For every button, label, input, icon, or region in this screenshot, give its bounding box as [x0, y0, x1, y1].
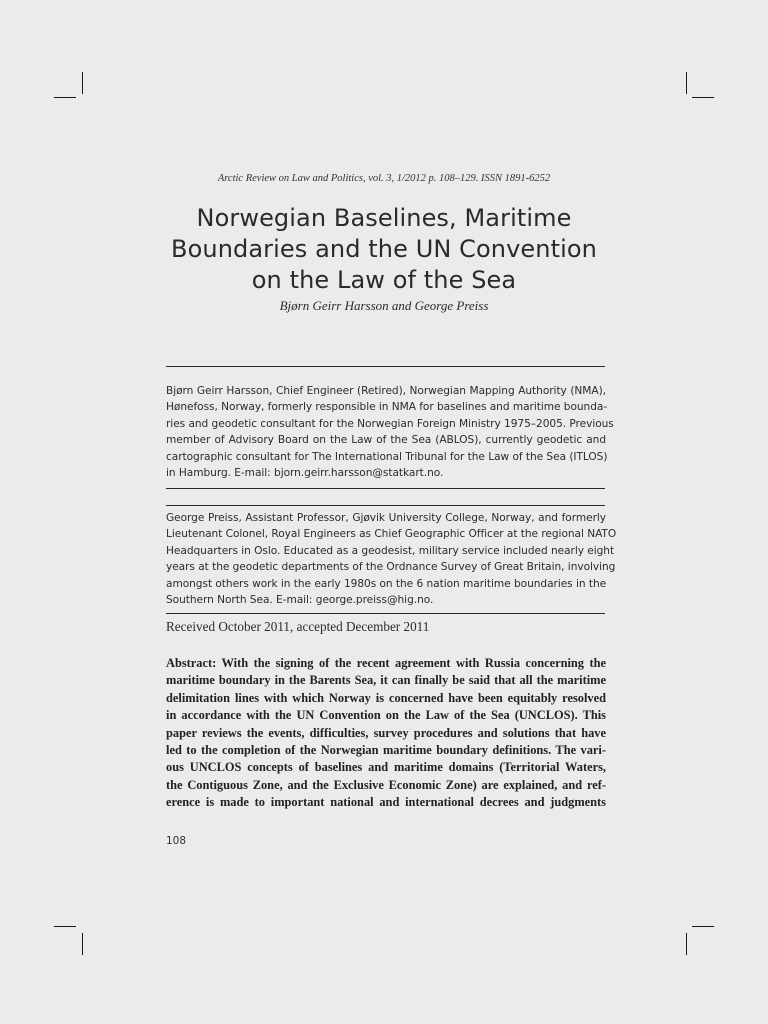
- author-bio-preiss: [166, 510, 617, 608]
- abstract: [166, 655, 606, 812]
- journal-citation: Arctic Review on Law and Politics, vol. 3, 1/2012 p. 108–129. ISSN 1891-6252: [217, 173, 551, 184]
- author-line: Bjørn Geirr Harsson and George Preiss: [279, 298, 489, 313]
- abstract-line: maritime boundary in the Barents Sea, it can finally be said that all the maritime: [166, 673, 606, 688]
- abstract-line: Abstract: With the signing of the recent agreement with Russia concerning the: [166, 656, 606, 670]
- page-number: 108: [166, 835, 187, 847]
- bio-line: ries and geodetic consultant for the Norwegian Foreign Ministry 1975–2005. Previous: [166, 417, 614, 430]
- abstract-line: erence is made to important national and international decrees and judgments: [166, 795, 606, 810]
- crop-mark: [686, 933, 687, 955]
- abstract-line: led to the completion of the Norwegian maritime boundary definitions. The vari-: [166, 743, 606, 758]
- crop-mark: [54, 926, 76, 927]
- author-bio-harsson: [166, 383, 614, 481]
- divider: [166, 366, 605, 367]
- bio-line: cartographic consultant for The International Tribunal for the Law of the Sea (ITLOS): [166, 450, 608, 463]
- bio-line: George Preiss, Assistant Professor, Gjøvik University College, Norway, and formerly: [166, 512, 606, 524]
- title-line: Norwegian Baselines, Maritime: [196, 204, 572, 232]
- bio-line: years at the geodetic departments of the Ordnance Survey of Great Britain, involving: [166, 561, 616, 574]
- crop-mark: [692, 97, 714, 98]
- divider: [166, 613, 605, 614]
- title-line: on the Law of the Sea: [251, 266, 517, 294]
- crop-mark: [54, 97, 76, 98]
- bio-line: Bjørn Geirr Harsson, Chief Engineer (Retired), Norwegian Mapping Authority (NMA),: [166, 385, 606, 397]
- crop-mark: [692, 926, 714, 927]
- abstract-line: paper reviews the events, difficulties, survey procedures and solutions that have: [166, 725, 606, 740]
- bio-line: Lieutenant Colonel, Royal Engineers as Chief Geographic Officer at the regional NATO: [166, 528, 617, 541]
- title-line: Boundaries and the UN Convention: [171, 235, 597, 263]
- bio-line: Hønefoss, Norway, formerly responsible in NMA for baselines and maritime bounda-: [166, 401, 608, 414]
- abstract-line: ous UNCLOS concepts of baselines and maritime domains (Territorial Waters,: [166, 760, 606, 775]
- received-dates: Received October 2011, accepted December 2011: [166, 619, 430, 634]
- bio-line: Southern North Sea. E-mail: george.preiss@hig.no.: [166, 594, 434, 607]
- bio-line: Headquarters in Oslo. Educated as a geodesist, military service included nearly eight: [166, 544, 615, 557]
- divider: [166, 505, 605, 506]
- abstract-line: in accordance with the UN Convention on the Law of the Sea (UNCLOS). This: [166, 708, 606, 723]
- crop-mark: [82, 72, 83, 94]
- bio-line: member of Advisory Board on the Law of the Sea (ABLOS), currently geodetic and: [166, 434, 606, 447]
- bio-line: in Hamburg. E-mail: bjorn.geirr.harsson@statkart.no.: [166, 467, 444, 480]
- bio-line: amongst others work in the early 1980s on the 6 nation maritime boundaries in the: [166, 577, 607, 590]
- abstract-line: the Contiguous Zone, and the Exclusive Economic Zone) are explained, and ref-: [166, 777, 606, 792]
- crop-mark: [686, 72, 687, 94]
- divider: [166, 488, 605, 489]
- crop-mark: [82, 933, 83, 955]
- abstract-line: delimitation lines with which Norway is concerned have been equitably resolved: [166, 690, 606, 705]
- article-title: [90, 203, 678, 296]
